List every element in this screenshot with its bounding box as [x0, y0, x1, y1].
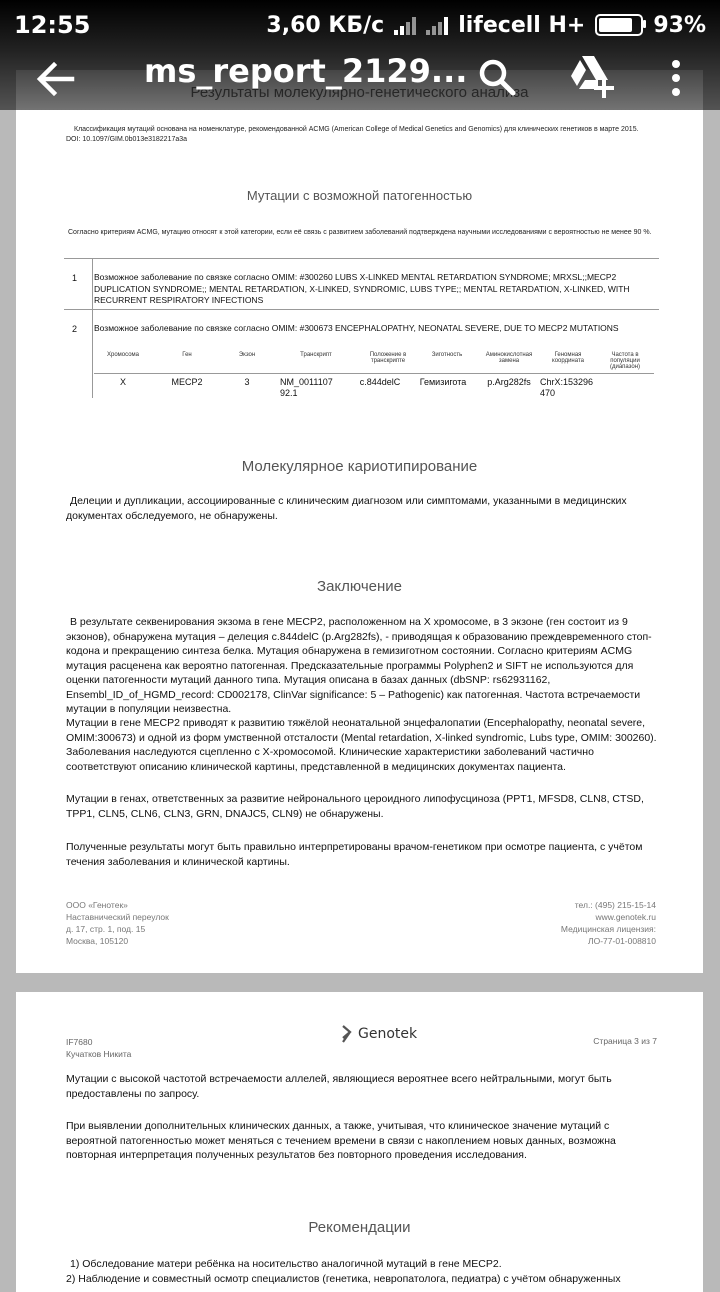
- patient-header: IF7680 Кучатков Никита: [66, 1037, 132, 1059]
- conclusion-paragraph-1: В результате секвенирования экзома в гене MECP2, расположенном на X хромосоме, в 3 экзоне (ген состоит из 9 экзонов), обнаружена мутация – делеция c.844delC (p.Arg282fs), - приводящая к образованию преждевременного стоп-кодона и прекращению синтеза белка. Мутация обнаружена в гемизиготном состоянии. Согласно критериям ACMG мутация расценена как вероятно патогенная. Предсказательные программы Polyphen2 и SIFT не используются для оценки патогенности мутаций данного типа. Мутация описана в базах данных (dbSNP: rs62931162, Ensembl_ID_of_HGMD_record: CD002178, ClinVar significance: 5 – Pathogenic) как патогенная. Частота встречаемости мутации в популяции неизвестна.: [66, 616, 652, 715]
- recommendation-1: 1) Обследование матери ребёнка на носительство аналогичной мутаций в гене MECP2.: [70, 1258, 502, 1270]
- signal-strength-icon: [394, 15, 416, 35]
- gene-table: [94, 352, 654, 399]
- section-karyotyping-title: Молекулярное кариотипирование: [241, 458, 478, 475]
- genotek-logo: Genotek: [340, 1024, 417, 1044]
- neutral-mutations-text: Мутации с высокой частотой встречаемости аллелей, являющиеся вероятнее всего нейтральными, могут быть предоставлены по запросу.: [66, 1073, 612, 1100]
- pathogenic-note: Согласно критериям ACMG, мутацию относят к этой категории, если её связь с развитием заболеваний подтверждена научными исследованиями с вероятностью не менее 90 %.: [68, 229, 652, 236]
- karyotyping-text: Делеции и дупликации, ассоциированные с клиническим диагнозом или симптомами, указанными в медицинских документах обследуемого, не обнаружены.: [66, 495, 627, 522]
- network-speed: 3,60 КБ/с: [266, 12, 385, 38]
- add-to-drive-icon[interactable]: [568, 54, 616, 98]
- page-number: Страница 3 из 7: [593, 1036, 657, 1046]
- battery-percent: 93%: [653, 12, 706, 38]
- section-recommendations-title: Рекомендации: [308, 1219, 411, 1236]
- acmg-note: Классификация мутаций основана на номенклатуре, рекомендованной ACMG (American College of Medical Genetics and Genomics) для клинических генетиков в марте 2015.: [74, 126, 639, 133]
- signal-strength-icon-2: [426, 15, 448, 35]
- doi-text: DOI: 10.1097/GIM.0b013e3182217a3a: [66, 136, 188, 143]
- conclusion-paragraph-3: Мутации в генах, ответственных за развитие нейронального цероидного липофусциноза (PPT1, MFSD8, CLN8, CTSD, TPP1, CLN5, CLN6, CLN3, GRN, DNAJC5, CLN9) не обнаружены.: [66, 793, 644, 820]
- status-bar: [0, 0, 720, 50]
- back-arrow-icon[interactable]: [34, 58, 76, 100]
- section-conclusion-title: Заключение: [317, 578, 402, 595]
- gene-table-row: X MECP2 3 NM_0011107 92.1 c.844delC Гемизигота p.Arg282fs ChrX:153296 470: [94, 373, 654, 399]
- genotek-logo-icon: [340, 1024, 354, 1044]
- more-options-icon[interactable]: [666, 56, 686, 100]
- document-page-3: [16, 992, 703, 1292]
- mutation-row: 2 Возможное заболевание по связке согласно OMIM: #300673 ENCEPHALOPATHY, NEONATAL SEVERE, DUE TO MECP2 MUTATIONS Хромосома Ген Экзон Транскрипт Положение в транскрипте Зиготность Аминокислотная замена Геномная координата Частота в популяции (диапазон) X MECP2 3 NM_0011107 92.1 c.844delC Гемизигота p.Arg282fs ChrX:153296 470: [64, 309, 659, 400]
- search-icon[interactable]: [478, 58, 516, 96]
- document-title: ms_report_2129...: [144, 52, 468, 90]
- reinterpretation-text: При выявлении дополнительных клинических данных, а также, учитывая, что клиническое значение мутаций с вероятной патогенностью может меняться с течением времени в связи с накоплением новых данных, возможна повторная интерпретация полученных результатов без повторного проведения исследования.: [66, 1120, 616, 1161]
- document-page-2: Классификация мутаций основана на номенклатуре, рекомендованной ACMG (American College of Medical Genetics and Genomics) для клинических генетиков в марте 2015. DOI: 10.1097/GIM.0b013e3182217a3a Мутации с возможной патогенностью Согласно критериям ACMG, мутацию относят к этой категории, если её связь с развитием заболеваний подтверждена научными исследованиями с вероятностью не менее 90 %. 1 Возможное заболевание по связке согласно OMIM: #300260 LUBS X-LINKED MENTAL RETARDATION SYNDROME; MRXSL;;MECP2 DUPLICATION SYNDROME;; MENTAL RETARDATION, X-LINKED, SYNDROMIC, LUBS TYPE;; MENTAL RETARDATION, X-LINKED, WITH RECURRENT RESPIRATORY INFECTIONS 2 Возможное заболевание по связке согласно OMIM: #300673 ENCEPHALOPATHY, NEONATAL SEVERE, DUE TO MECP2 MUTATIONS Хромосома Ген Экзон Транскрипт Положение в транскрипте Зиготность Аминокислотная замена Геномная координата Частота в популяции (диапазон) X MECP2 3 NM_0011107 92.1 c.844delC Гемизигота p.Arg282fs ChrX:153296 470 Молекулярное кариотипирование Делеции и дупликации, ассоциированные с клиническим диагнозом или симптомами, указанными в медицинских документах обследуемого, не обнаружены. Заключение В результате секвенирования экзома в гене MECP2, расположенном на X хромосоме, в 3 экзоне (ген состоит из 9 экзонов), обнаружена мутация – делеция c.844delC (p.Arg282fs), - приводящая к образованию преждевременного стоп-кодона и прекращению синтеза белка. Мутация обнаружена в гемизиготном состоянии. Согласно критериям ACMG мутация расценена как вероятно патогенная. Предсказательные программы Polyphen2 и SIFT не используются для оценки патогенности мутаций данного типа. Мутация описана в базах данных (dbSNP: rs62931162, Ensembl_ID_of_HGMD_record: CD002178, ClinVar significance: 5 – Pathogenic) как патогенная. Частота встречаемости мутации в популяции неизвестна. Мутации в гене MECP2 приводят к развитию тяжёлой неонатальной энцефалопатии (Encephalopathy, neonatal severe, OMIM:300673) и одной из форм умственной отсталости (Mental retardation, X-linked syndromic, Lubs type, OMIM: 300260). Заболевания наследуются сцепленно с X-хромосомой. Клинические характеристики заболеваний частично соответствуют описанию клинической картины, представленной в медицинских документах пациента. Мутации в генах, ответственных за развитие нейронального цероидного липофусциноза (PPT1, MFSD8, CLN8, CTSD, TPP1, CLN5, CLN6, CLN3, GRN, DNAJC5, CLN9) не обнаружены. Полученные результаты могут быть правильно интерпретированы врачом-генетиком при осмотре пациента, с учётом течения заболевания и клинической картины. ООО «Генотек» Наставнический переулок д. 17, стр. 1, под. 15 Москва, 105120 тел.: (495) 215-15-14 www.genotek.ru Медицинская лицензия: ЛО-77-01-008810: [16, 70, 703, 973]
- mutations-table: [64, 258, 659, 398]
- carrier-name: lifecell H+: [458, 12, 586, 38]
- conclusion-paragraph-2: Мутации в гене MECP2 приводят к развитию тяжёлой неонатальной энцефалопатии (Encephalopathy, neonatal severe, OMIM:300673) и одной из форм умственной отсталости (Mental retardation, X-linked syndromic, Lubs type, OMIM: 300260). Заболевания наследуются сцепленно с X-хромосомой. Клинические характеристики заболеваний частично соответствуют описанию клинической картины, представленной в медицинских документах пациента.: [66, 717, 657, 773]
- gene-table-header: Хромосома Ген Экзон Транскрипт Положение в транскрипте Зиготность Аминокислотная замена Геномная координата Частота в популяции (диапазон): [106, 352, 641, 370]
- conclusion-paragraph-4: Полученные результаты могут быть правильно интерпретированы врачом-генетиком при осмотре пациента, с учётом течения заболевания и клинической картины.: [66, 841, 643, 868]
- section-pathogenic-title: Мутации с возможной патогенностью: [246, 188, 473, 203]
- recommendation-2: 2) Наблюдение и совместный осмотр специалистов (генетика, невропатолога, педиатра) с учётом обнаруженных: [66, 1273, 621, 1285]
- mutation-row: 1 Возможное заболевание по связке согласно OMIM: #300260 LUBS X-LINKED MENTAL RETARDATION SYNDROME; MRXSL;;MECP2 DUPLICATION SYNDROME;; MENTAL RETARDATION, X-LINKED, SYNDROMIC, LUBS TYPE;; MENTAL RETARDATION, X-LINKED, WITH RECURRENT RESPIRATORY INFECTIONS: [64, 258, 659, 309]
- battery-icon: [595, 14, 643, 36]
- status-time: 12:55: [14, 11, 91, 39]
